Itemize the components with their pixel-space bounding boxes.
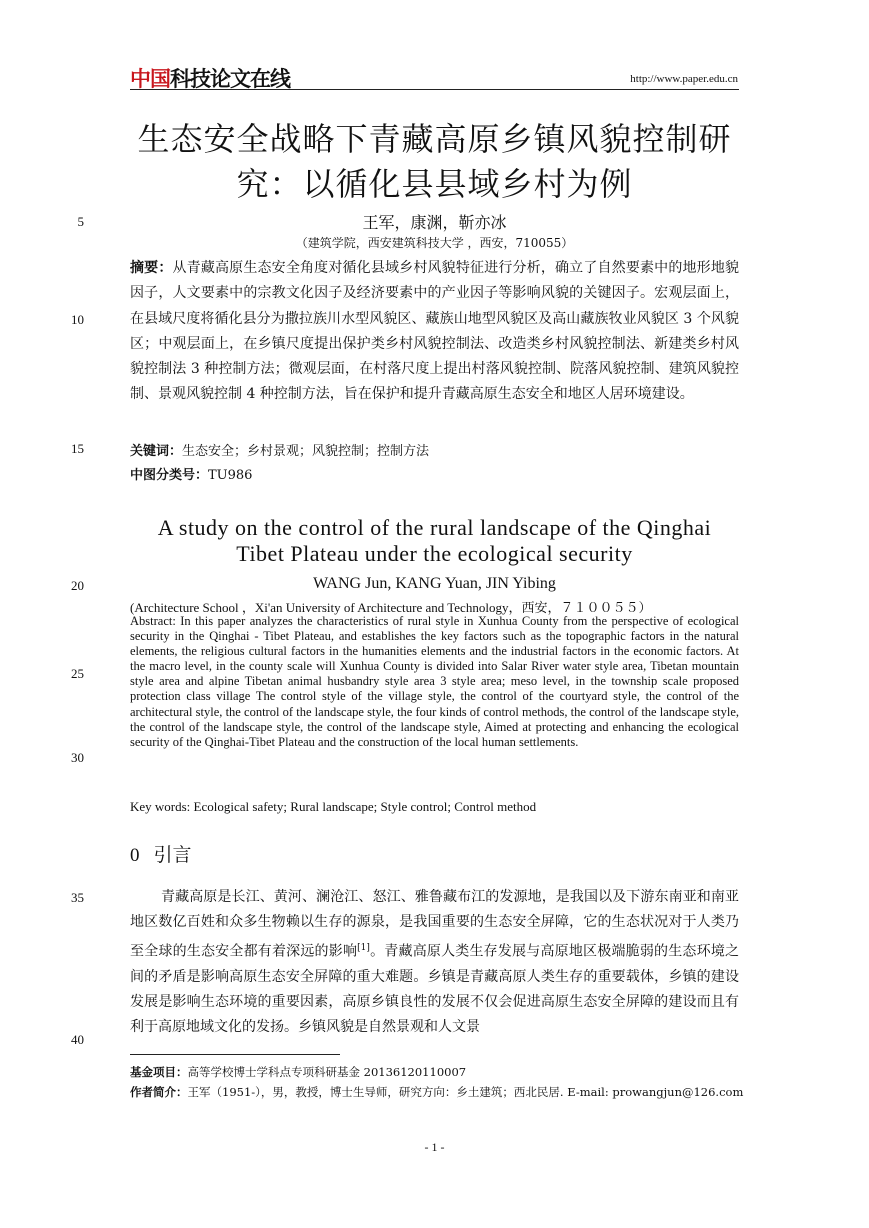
abstract-cn-text: 从青藏高原生态安全角度对循化县域乡村风貌特征进行分析，确立了自然要素中的地形地貌因子，人文要素中的宗教文化因子及经济要素中的产业因子等影响风貌的关键因子。宏观层面上，在县域尺度将循化县分为撒拉族川水型风貌区、藏族山地型风貌区及高山藏族牧业风貌区 3 个风貌区；中观层面上，在乡镇尺度提出保护类乡村风貌控制法、改造类乡村风貌控制法、新建类乡村风貌控制法 3 种控制方法；微观层面，在村落尺度上提出村落风貌控制、院落风貌控制、建筑风貌控制、景观风貌控制 4 种控制方法，旨在保护和提升青藏高原生态安全和地区人居环境建设。 — [130, 260, 739, 403]
header-url[interactable]: http://www.paper.edu.cn — [630, 73, 738, 85]
keywords-cn-label: 关键词： — [130, 444, 183, 459]
title-cn-line2: 究：以循化县县域乡村为例 — [236, 165, 633, 203]
line-number-10: 10 — [71, 312, 84, 327]
line-number-35: 35 — [71, 890, 84, 905]
abstract-en-label: Abstract: — [130, 614, 181, 628]
keywords-en — [130, 799, 739, 815]
logo-black-text: 科技论文在线 — [170, 67, 290, 91]
line-number-25: 25 — [71, 666, 84, 681]
footnote-author-label: 作者简介： — [130, 1085, 188, 1099]
line-number-20: 20 — [71, 578, 84, 593]
logo-red-text: 中国 — [130, 67, 170, 91]
affiliation-en: (Architecture School ，Xi'an University of Architecture and Technology，西安，７１００５５） — [130, 600, 652, 615]
title-en-line1: A study on the control of the rural landscape of the Qinghai — [157, 515, 712, 540]
keywords-cn — [130, 440, 739, 459]
keywords-en-label: Key words: — [130, 799, 194, 814]
body-paragraph — [130, 885, 739, 1040]
authors-cn: 王军，康渊，靳亦冰 — [362, 213, 507, 232]
abstract-cn-label: 摘要： — [130, 260, 173, 276]
classification-code: TU986 — [208, 468, 253, 483]
abstract-en-text: In this paper analyzes the characteristics of rural style in Xunhua County from the perspective of ecological security in the Qinghai - Tibet Plateau, and establishes the key factors such as the topographic factors in the natural elements, the religious cultural factors in the humanities elements and the industrial factors in the economic factors. At the macro level, in the county scale will Xunhua County is divided into Salar River water style area, Tibetan mountain style area and alpine Tibetan animal husbandry style area 3 style area; meso level, in the township scale proposed protection class village The control style of the village style, the control of the courtyard style, the control of the architectural style, the control of the landscape style, the four kinds of control methods, the control of the landscape style, the control of the landscape style, the control of the landscape style, Aimed at protecting and enhancing the ecological security of the Qinghai-Tibet Plateau and the construction of the local human settlements. — [130, 614, 739, 749]
page-number: - 1 - — [424, 1140, 445, 1154]
keywords-cn-text: 生态安全；乡村景观；风貌控制；控制方法 — [182, 444, 430, 459]
footnote-author-text: 王军（1951-），男，教授，博士生导师，研究方向：乡土建筑；西北民居. E-mail: prowangjun@126.com — [187, 1085, 744, 1099]
title-cn — [130, 117, 739, 207]
body-text-part1: 青藏高原是长江、黄河、澜沧江、怒江、雅鲁藏布江的发源地，是我国以及下游东南亚和南亚地区数亿百姓和众多生物赖以生存的源泉，是我国重要的生态安全屏障，它的生态状况对于人类乃至全球的生态安全都有着深远的影响 — [130, 889, 739, 960]
line-number-40: 40 — [71, 1032, 84, 1047]
authors-en: WANG Jun, KANG Yuan, JIN Yibing — [313, 575, 556, 592]
keywords-en-text: Ecological safety; Rural landscape; Style control; Control method — [193, 799, 537, 814]
section-number: 0 — [130, 845, 140, 866]
footnote-fund-text: 高等学校博士学科点专项科研基金 20136120110007 — [187, 1065, 467, 1079]
section-heading — [130, 840, 192, 867]
body-text-part2: 。青藏高原人类生存发展与高原地区极端脆弱的生态环境之间的矛盾是影响高原生态安全屏障的重大难题。乡镇是青藏高原人类生存的重要载体，乡镇的建设发展是影响生态环境的重要因素，高原乡镇良性的发展不仅会促进高原生态安全屏障的建设而且有利于高原地域文化的发扬。乡镇风貌是自然景观和人文景 — [130, 943, 740, 1036]
title-cn-line1: 生态安全战略下青藏高原乡镇风貌控制研 — [137, 120, 732, 158]
footnote-fund — [130, 1064, 750, 1080]
section-title: 引言 — [153, 844, 192, 866]
footnote-fund-label: 基金项目： — [130, 1065, 188, 1079]
line-number-15: 15 — [71, 441, 84, 456]
abstract-cn — [130, 256, 739, 408]
title-en-line2: Tibet Plateau under the ecological security — [236, 541, 633, 566]
affiliation-cn: （建筑学院，西安建筑科技大学 ，西安，710055） — [295, 236, 574, 250]
classification-label: 中图分类号： — [130, 468, 209, 483]
title-en — [130, 515, 739, 567]
footnote-author — [130, 1084, 750, 1100]
line-number-5: 5 — [77, 214, 84, 229]
citation-ref[interactable]: [1] — [357, 942, 370, 953]
header-rule — [130, 89, 739, 90]
classification-cn — [130, 464, 739, 483]
abstract-en — [130, 614, 739, 750]
footnote-rule — [130, 1054, 340, 1055]
line-number-30: 30 — [71, 750, 84, 765]
